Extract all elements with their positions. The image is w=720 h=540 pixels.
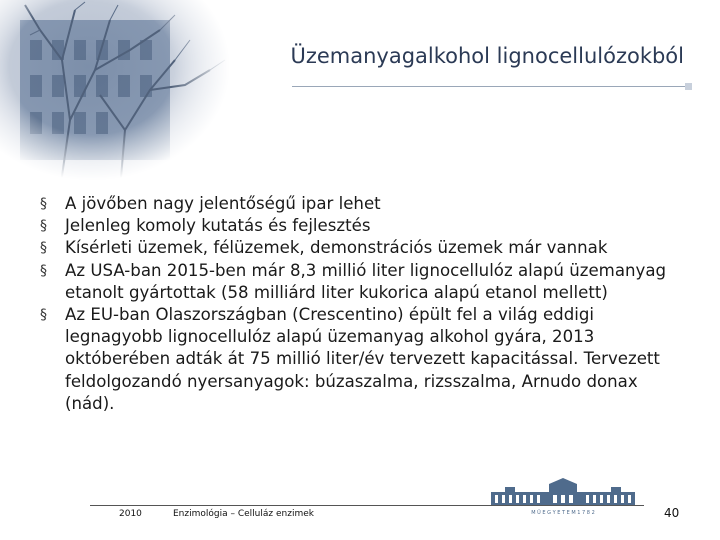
footer-year: 2010: [119, 509, 142, 519]
university-logo: [487, 478, 639, 516]
bullet-item: [40, 215, 690, 237]
bullet-icon: §: [40, 240, 47, 257]
page-number: 40: [664, 506, 680, 520]
corner-photo: [0, 0, 230, 190]
bullet-icon: §: [40, 262, 47, 279]
footer-divider: [90, 505, 644, 506]
footer-course-title: Enzimológia – Celluláz enzimek: [173, 509, 314, 519]
title-divider: [292, 86, 692, 87]
bullet-item: [40, 193, 690, 215]
bullet-list: [40, 193, 690, 415]
svg-text:M Ű E G Y E T E M 1 7 8 2: M Ű E G Y E T E M 1 7 8 2: [531, 510, 595, 516]
slide-title: Üzemanyagalkohol lignocellulózokból: [290, 44, 684, 68]
bullet-item: [40, 304, 690, 415]
bullet-item: [40, 237, 690, 259]
title-divider-square: [685, 83, 692, 90]
bullet-icon: §: [40, 307, 47, 324]
bullet-text: A jövőben nagy jelentőségű ipar lehet: [65, 194, 381, 213]
bullet-item: [40, 260, 690, 304]
bullet-icon: §: [40, 218, 47, 235]
bullet-text: Az EU-ban Olaszországban (Crescentino) épült fel a világ eddigi legnagyobb lignocellulóz alapú üzemanyag alkohol gyára, 2013 októberében adták át 75 millió liter/év tervezett kapacitással. Tervezett feldolgozandó nyersanyagok: búzaszalma, rizsszalma, Arnudo donax (nád).: [65, 305, 660, 413]
bullet-text: Kísérleti üzemek, félüzemek, demonstrációs üzemek már vannak: [65, 238, 608, 258]
bullet-text: Az USA-ban 2015-ben már 8,3 millió liter lignocellulóz alapú üzemanyag etanolt gyártottak (58 milliárd liter kukorica alapú etanol mellett): [65, 260, 667, 302]
bullet-text: Jelenleg komoly kutatás és fejlesztés: [65, 216, 371, 236]
bullet-icon: §: [40, 196, 47, 212]
